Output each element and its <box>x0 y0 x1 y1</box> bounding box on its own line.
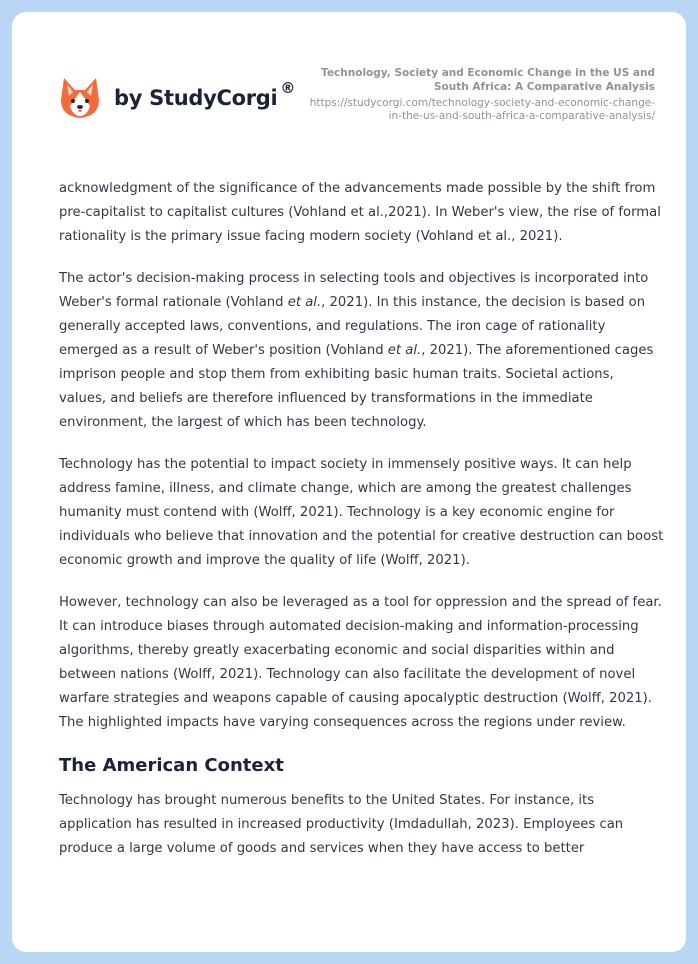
brand-name: by StudyCorgi <box>114 86 278 110</box>
paragraph <box>59 267 664 435</box>
registered-mark: ® <box>280 79 296 97</box>
paragraph-text: The actor's decision-making process in selecting tools and objectives is incorporated into Weber's formal rationale (Vohland <box>59 271 649 310</box>
studycorgi-logo[interactable] <box>60 76 295 120</box>
document-meta <box>300 66 655 123</box>
document-url[interactable]: https://studycorgi.com/technology-society-and-economic-change-in-the-us-and-south-africa-a-comparative-analysis/ <box>309 97 655 122</box>
paragraph: acknowledgment of the significance of the advancements made possible by the shift from pre-capitalist to capitalist cultures (Vohland et al.,2021). In Weber's view, the rise of formal rationality is the primary issue facing modern society (Vohland et al., 2021). <box>59 181 661 244</box>
paragraph-text: , 2021). In this instance, the decision is based on generally accepted laws, conventions, and regulations. The iron cage of rationality emerged as a result of Weber's position (Vohland <box>59 295 646 358</box>
document-body <box>59 177 664 879</box>
document-page <box>12 12 686 952</box>
section-heading: The American Context <box>59 755 284 776</box>
paragraph-text: , 2021). The aforementioned cages imprison people and stop them from exhibiting basic human traits. Societal actions, values, and beliefs are therefore influenced by transformations in the immediate environment, the largest of which has been technology. <box>59 343 654 430</box>
paragraph: However, technology can also be leveraged as a tool for oppression and the spread of fear. It can introduce biases through automated decision-making and information-processing algorithms, thereby greatly exacerbating economic and social disparities within and between nations (Wolff, 2021). Technology can also facilitate the development of novel warfare strategies and weapons capable of causing apocalyptic destruction (Wolff, 2021). The highlighted impacts have varying consequences across the regions under review. <box>59 595 662 730</box>
italic-text: et al. <box>387 343 422 358</box>
document-title: Technology, Society and Economic Change in the US and South Africa: A Comparative Analysis <box>321 67 655 93</box>
paragraph: Technology has brought numerous benefits to the United States. For instance, its application has resulted in increased productivity (Imdadullah, 2023). Employees can produce a large volume of goods and services when they have access to better <box>59 793 624 856</box>
italic-text: et al. <box>287 295 322 310</box>
corgi-head-icon <box>60 76 100 120</box>
paragraph: Technology has the potential to impact society in immensely positive ways. It can help address famine, illness, and climate change, which are among the greatest challenges humanity must contend with (Wolff, 2021). Technology is a key economic engine for individuals who believe that innovation and the potential for creative destruction can boost economic growth and improve the quality of life (Wolff, 2021). <box>59 457 664 568</box>
